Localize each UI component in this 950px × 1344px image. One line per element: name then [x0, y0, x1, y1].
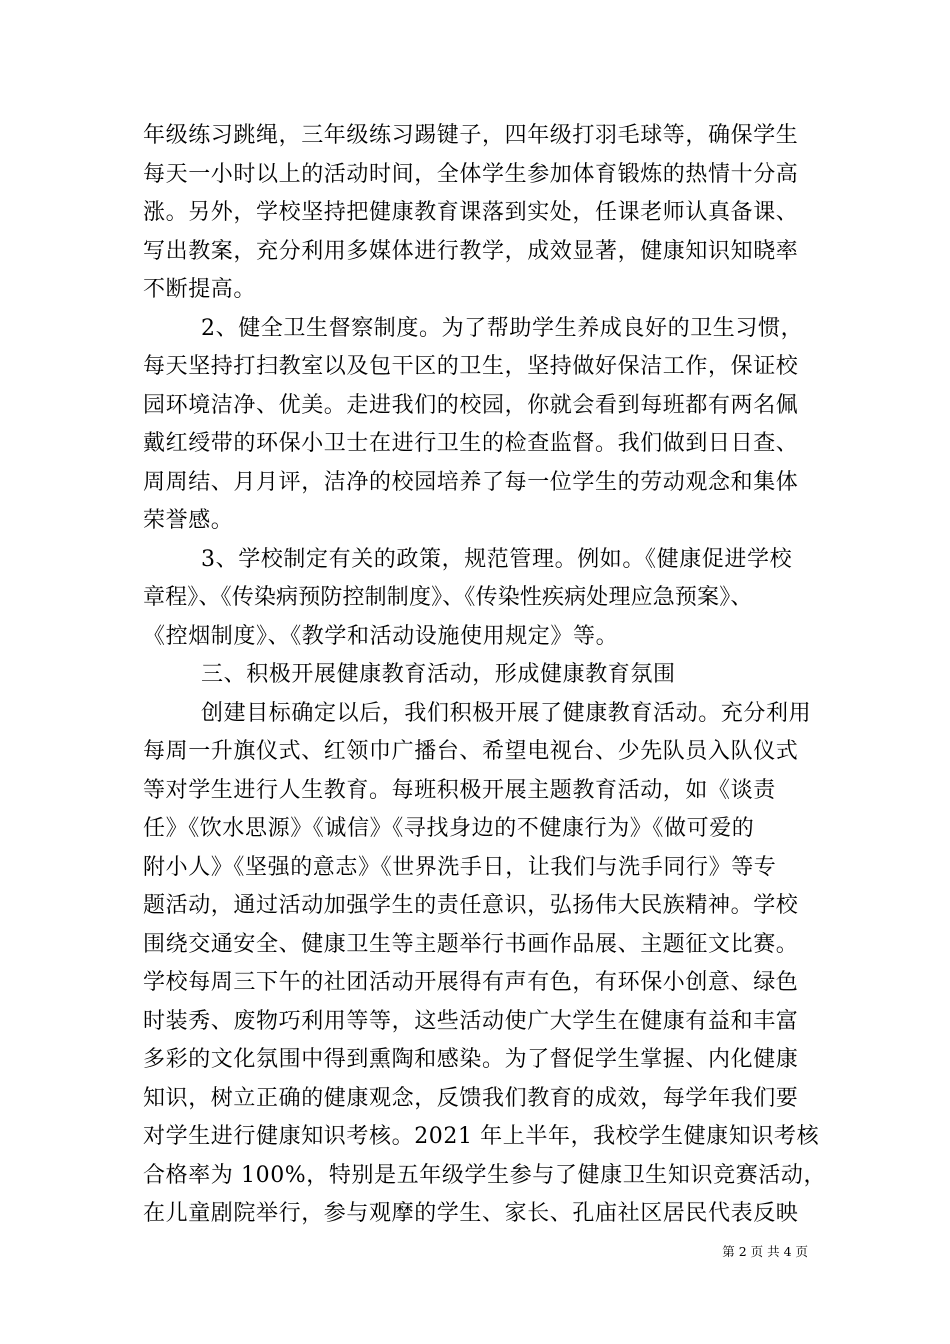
- text-line: 学校每周三下午的社团活动开展得有声有色，有环保小创意、绿色: [143, 970, 799, 995]
- text-line: 围绕交通安全、健康卫生等主题举行书画作品展、主题征文比赛。: [143, 931, 799, 957]
- text-line: 戴红绶带的环保小卫士在进行卫生的检查监督。我们做到日日查、: [143, 431, 799, 456]
- page-number: 第 2 页 共 4 页: [722, 1244, 808, 1259]
- text-line: 年级练习跳绳，三年级练习踢键子，四年级打羽毛球等，确保学生: [143, 123, 799, 148]
- text-line: 每周一升旗仪式、红领巾广播台、希望电视台、少先队员入队仪式: [143, 739, 799, 764]
- section-item-2: 2、健全卫生督察制度。为了帮助学生养成良好的卫生习惯，: [201, 315, 804, 341]
- text-line: 每天一小时以上的活动时间，全体学生参加体育锻炼的热情十分高: [143, 161, 799, 187]
- body-text: [143, 117, 827, 1234]
- text-line: 每天坚持打扫教室以及包干区的卫生，坚持做好保洁工作，保证校: [143, 354, 799, 379]
- text-line: 不断提高。: [143, 277, 257, 302]
- text-line: 周周结、月月评，洁净的校园培养了每一位学生的劳动观念和集体: [143, 469, 799, 495]
- section-item-3: 3、学校制定有关的政策，规范管理。例如。《健康促进学校: [201, 546, 793, 572]
- text-line: 附小人》《坚强的意志》《世界洗手日，让我们与洗手同行》等专: [143, 854, 777, 880]
- text-line: 章程》、《传染病预防控制制度》、《传染性疾病处理应急预案》、: [143, 585, 753, 610]
- text-line: 等对学生进行人生教育。每班积极开展主题教育活动，如《谈责: [143, 777, 776, 803]
- text-line: 时装秀、废物巧利用等等，这些活动使广大学生在健康有益和丰富: [143, 1008, 799, 1034]
- text-line: 任》《饮水思源》《诚信》《寻找身边的不健康行为》《做可爱的: [143, 816, 755, 841]
- text-line: 《控烟制度》、《教学和活动设施使用规定》等。: [143, 623, 619, 649]
- paragraph-start: 创建目标确定以后，我们积极开展了健康教育活动。充分利用: [201, 700, 812, 726]
- text-line: 多彩的文化氛围中得到熏陶和感染。为了督促学生掌握、内化健康: [143, 1047, 799, 1072]
- text-line: 园环境洁净、优美。走进我们的校园，你就会看到每班都有两名佩: [143, 392, 799, 418]
- text-line: 知识，树立正确的健康观念，反馈我们教育的成效，每学年我们要: [143, 1085, 799, 1111]
- text-line: 在儿童剧院举行，参与观摩的学生、家长、孔庙社区居民代表反映: [143, 1201, 799, 1226]
- text-line: 题活动，通过活动加强学生的责任意识，弘扬伟大民族精神。学校: [143, 893, 799, 918]
- text-line: 涨。另外，学校坚持把健康教育课落到实处，任课老师认真备课、: [143, 200, 799, 225]
- text-line: 对学生进行健康知识考核。2021 年上半年，我校学生健康知识考核: [143, 1124, 820, 1149]
- text-line: 荣誉感。: [143, 508, 234, 533]
- section-heading-3: 三、积极开展健康教育活动，形成健康教育氛围: [201, 662, 676, 687]
- text-line: 合格率为 100%，特别是五年级学生参与了健康卫生知识竞赛活动，: [143, 1162, 827, 1188]
- text-line: 写出教案，充分利用多媒体进行教学，成效显著，健康知识知晓率: [143, 238, 799, 264]
